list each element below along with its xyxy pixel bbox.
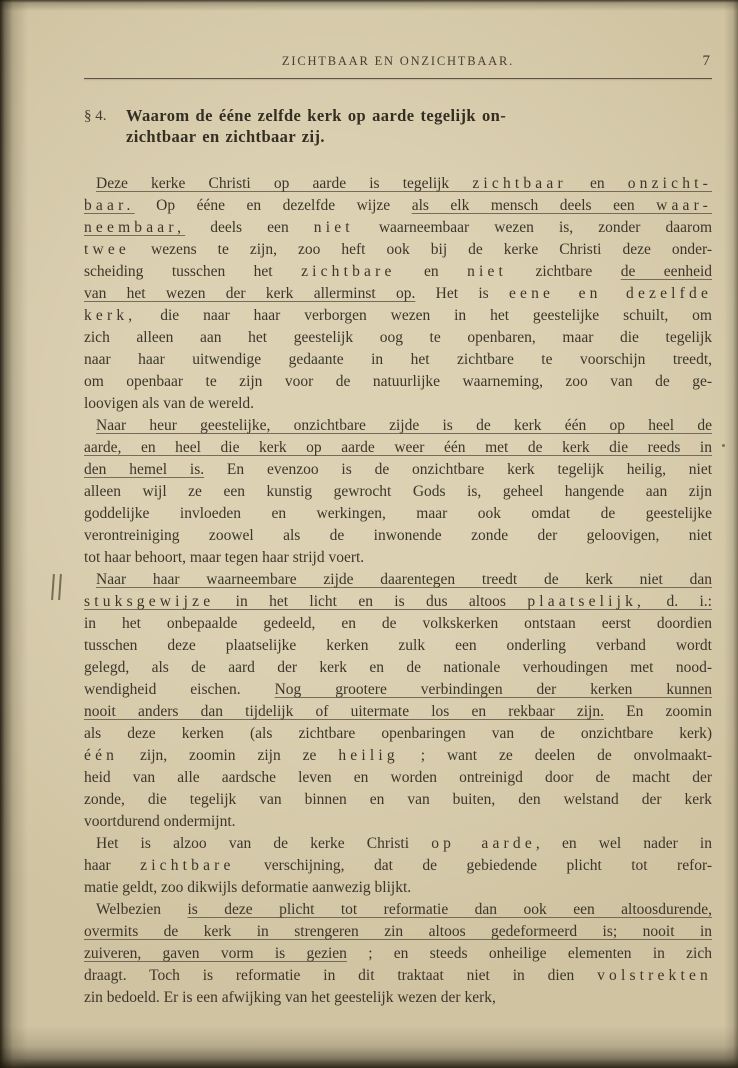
text-segment: ; want ze deelen de onvolmaakt- bbox=[398, 747, 712, 764]
text-line bbox=[84, 195, 712, 217]
text-line bbox=[84, 261, 712, 283]
paragraph bbox=[84, 173, 712, 415]
margin-dot-icon bbox=[722, 444, 725, 447]
text-segment: waar- bbox=[656, 197, 713, 214]
text-segment: wendigheid eischen. bbox=[84, 681, 275, 698]
text-line bbox=[84, 789, 712, 811]
text-line bbox=[84, 371, 712, 393]
text-segment: Nog grootere verbindingen der kerken kunnen bbox=[274, 681, 712, 698]
text-segment: verschijning, dat de gebiedende plicht tot refor- bbox=[234, 857, 713, 874]
text-line bbox=[84, 349, 712, 371]
text-segment: waarneembaar wezen is, zonder daarom bbox=[353, 219, 713, 236]
text-segment: En zoomin bbox=[603, 703, 712, 720]
text-segment: als elk mensch deels een bbox=[411, 197, 657, 214]
text-line bbox=[84, 503, 712, 525]
text-segment: alleen wijl ze een kunstig gewrocht Gods is, geheel hangende aan zijn bbox=[84, 483, 712, 500]
text-segment: niet bbox=[313, 219, 354, 236]
paragraph bbox=[84, 899, 712, 1009]
text-segment: tot haar behoort, maar tegen haar strijd voert. bbox=[84, 549, 365, 566]
text-segment: op aarde bbox=[431, 835, 536, 852]
page-header bbox=[84, 54, 712, 71]
text-segment: is deze plicht tot reformatie dan ook een altoosdurende, bbox=[187, 901, 712, 918]
text-line bbox=[84, 283, 712, 305]
section-heading bbox=[84, 105, 712, 147]
text-segment: Welbezien bbox=[96, 901, 188, 918]
text-segment: van het wezen der kerk allerminst op. bbox=[84, 285, 416, 302]
text-segment: zin bedoeld. Er is een afwijking van het geestelijk wezen der kerk, bbox=[84, 989, 496, 1006]
text-segment: zichtbare bbox=[140, 857, 235, 874]
text-segment: in het licht en is dus altoos bbox=[214, 593, 528, 610]
text-line bbox=[84, 327, 712, 349]
text-segment: zichtbaar bbox=[472, 175, 567, 192]
text-segment: nooit anders dan tijdelijk of uitermate los en rekbaar zijn. bbox=[84, 703, 604, 720]
text-line bbox=[84, 987, 712, 1009]
text-segment: in het onbepaalde gedeeld, en de volkskerken ontstaan eerst doordien bbox=[84, 615, 712, 632]
text-segment: en bbox=[566, 175, 628, 192]
text-line bbox=[84, 437, 712, 459]
text-line bbox=[84, 657, 712, 679]
text-segment: Op ééne en dezelfde wijze bbox=[134, 197, 412, 214]
text-segment: wezens te zijn, zoo heft ook bij de kerke Christi deze onder- bbox=[130, 241, 712, 258]
text-line bbox=[84, 833, 712, 855]
text-segment: en bbox=[395, 263, 468, 280]
section-title bbox=[126, 105, 712, 147]
text-segment: één bbox=[84, 747, 119, 764]
text-segment: kerk, bbox=[84, 307, 137, 324]
text-line bbox=[84, 459, 712, 481]
text-segment: eene en dezelfde bbox=[508, 285, 713, 302]
page-number: 7 bbox=[702, 53, 710, 69]
text-line bbox=[84, 239, 712, 261]
text-line bbox=[84, 547, 712, 569]
text-segment: die naar haar verborgen wezen in het geestelijke schuilt, om bbox=[136, 307, 712, 324]
paragraph bbox=[84, 833, 712, 899]
text-line bbox=[84, 415, 712, 437]
text-line bbox=[84, 569, 712, 591]
paragraph bbox=[84, 415, 712, 569]
text-segment: goddelijke invloeden en werkingen, maar ook omdat de geestelijke bbox=[84, 505, 712, 522]
text-segment: volstrekten bbox=[597, 967, 712, 984]
section-title-line-2: zichtbaar en zichtbaar zij. bbox=[126, 127, 325, 146]
text-segment: heilig bbox=[338, 747, 399, 764]
text-line bbox=[84, 481, 712, 503]
text-segment: zich alleen aan het geestelijk oog te openbaren, maar die tegelijk bbox=[84, 329, 712, 346]
text-segment: Naar heur geestelijke, onzichtbare zijde is de kerk één op heel de bbox=[96, 417, 712, 434]
text-line bbox=[84, 877, 712, 899]
text-segment: d. i.: bbox=[645, 593, 712, 610]
text-segment: naar haar uitwendige gedaante in het zichtbare te voorschijn treedt, bbox=[84, 351, 712, 368]
text-line bbox=[84, 745, 712, 767]
text-segment: matie geldt, zoo dikwijls deformatie aanwezig blijkt. bbox=[84, 879, 412, 896]
text-segment: Deze kerke Christi op aarde is tegelijk bbox=[96, 175, 473, 192]
text-segment: twee bbox=[84, 241, 130, 258]
text-segment: overmits de kerk in strengeren zin altoos gedeformeerd is; nooit in bbox=[84, 923, 712, 940]
text-segment: voortdurend ondermijnt. bbox=[84, 813, 236, 830]
text-column bbox=[84, 54, 712, 1009]
text-segment: En evenzoo is de onzichtbare kerk tegelijk heilig, niet bbox=[204, 461, 713, 478]
text-segment: heid van alle aardsche leven en worden ontreinigd door de macht der bbox=[84, 769, 712, 786]
text-line bbox=[84, 635, 712, 657]
text-line bbox=[84, 591, 712, 613]
text-segment: gelegd, als de aard der kerk en de nationale verhoudingen met nood- bbox=[84, 659, 712, 676]
text-segment: tusschen deze plaatselijke kerken zulk een onderling verband wordt bbox=[84, 637, 712, 654]
paragraph bbox=[84, 569, 712, 833]
body-text bbox=[84, 173, 712, 1009]
text-segment: als deze kerken (als zichtbare openbaringen van de onzichtbare kerk) bbox=[84, 725, 712, 742]
text-line bbox=[84, 943, 712, 965]
text-segment: de eenheid bbox=[620, 263, 713, 280]
text-segment: draagt. Toch is reformatie in dit traktaat niet in dien bbox=[84, 967, 598, 984]
text-segment: plaatselijk, bbox=[527, 593, 646, 610]
text-segment: ; en steeds onheilige elementen in zich bbox=[346, 945, 712, 962]
text-segment: den hemel is. bbox=[84, 461, 205, 478]
section-title-line-1: Waarom de ééne zelfde kerk op aarde tegelijk on- bbox=[126, 106, 507, 125]
text-segment: aarde, en heel die kerk op aarde weer één met de kerk die reeds in bbox=[84, 439, 712, 456]
text-segment: zijn, zoomin zijn ze bbox=[118, 747, 339, 764]
text-line bbox=[84, 811, 712, 833]
text-line bbox=[84, 767, 712, 789]
text-segment: stuksgewijze bbox=[84, 593, 215, 610]
text-segment: verontreiniging zoowel als de inwonende zonde der geloovigen, niet bbox=[84, 527, 712, 544]
header-rule bbox=[84, 78, 712, 79]
margin-mark-icon bbox=[52, 574, 66, 605]
text-segment: deels een bbox=[185, 219, 314, 236]
text-segment: zonde, die tegelijk van binnen en van buiten, den welstand der kerk bbox=[84, 791, 712, 808]
text-segment: loovigen als van de wereld. bbox=[84, 395, 255, 412]
text-segment: baar. bbox=[84, 197, 135, 214]
text-segment: Het is alzoo van de kerke Christi bbox=[96, 835, 432, 852]
section-mark: § 4. bbox=[84, 108, 107, 124]
text-segment: zichtbare bbox=[301, 263, 396, 280]
text-line bbox=[84, 701, 712, 723]
text-segment: niet bbox=[467, 263, 508, 280]
text-line bbox=[84, 921, 712, 943]
running-title: ZICHTBAAR EN ONZICHTBAAR. bbox=[281, 54, 515, 68]
text-line bbox=[84, 965, 712, 987]
text-line bbox=[84, 679, 712, 701]
text-segment: Het is bbox=[415, 285, 509, 302]
text-line bbox=[84, 173, 712, 195]
text-line bbox=[84, 217, 712, 239]
text-segment: om openbaar te zijn voor de natuurlijke waarneming, zoo van de ge- bbox=[84, 373, 712, 390]
text-line bbox=[84, 305, 712, 327]
text-segment: scheiding tusschen het bbox=[84, 263, 302, 280]
text-line bbox=[84, 723, 712, 745]
text-line bbox=[84, 525, 712, 547]
text-segment: , en wel nader in bbox=[535, 835, 712, 852]
text-segment: neembaar, bbox=[84, 219, 186, 236]
text-segment: Naar haar waarneembare zijde daarentegen treedt de kerk niet dan bbox=[96, 571, 712, 588]
text-line bbox=[84, 393, 712, 415]
text-segment: zichtbare bbox=[507, 263, 621, 280]
text-segment: onzicht- bbox=[627, 175, 712, 192]
text-line bbox=[84, 613, 712, 635]
text-segment: haar bbox=[84, 857, 141, 874]
text-line bbox=[84, 899, 712, 921]
text-line bbox=[84, 855, 712, 877]
text-segment: zuiveren, gaven vorm is gezien bbox=[84, 945, 347, 962]
